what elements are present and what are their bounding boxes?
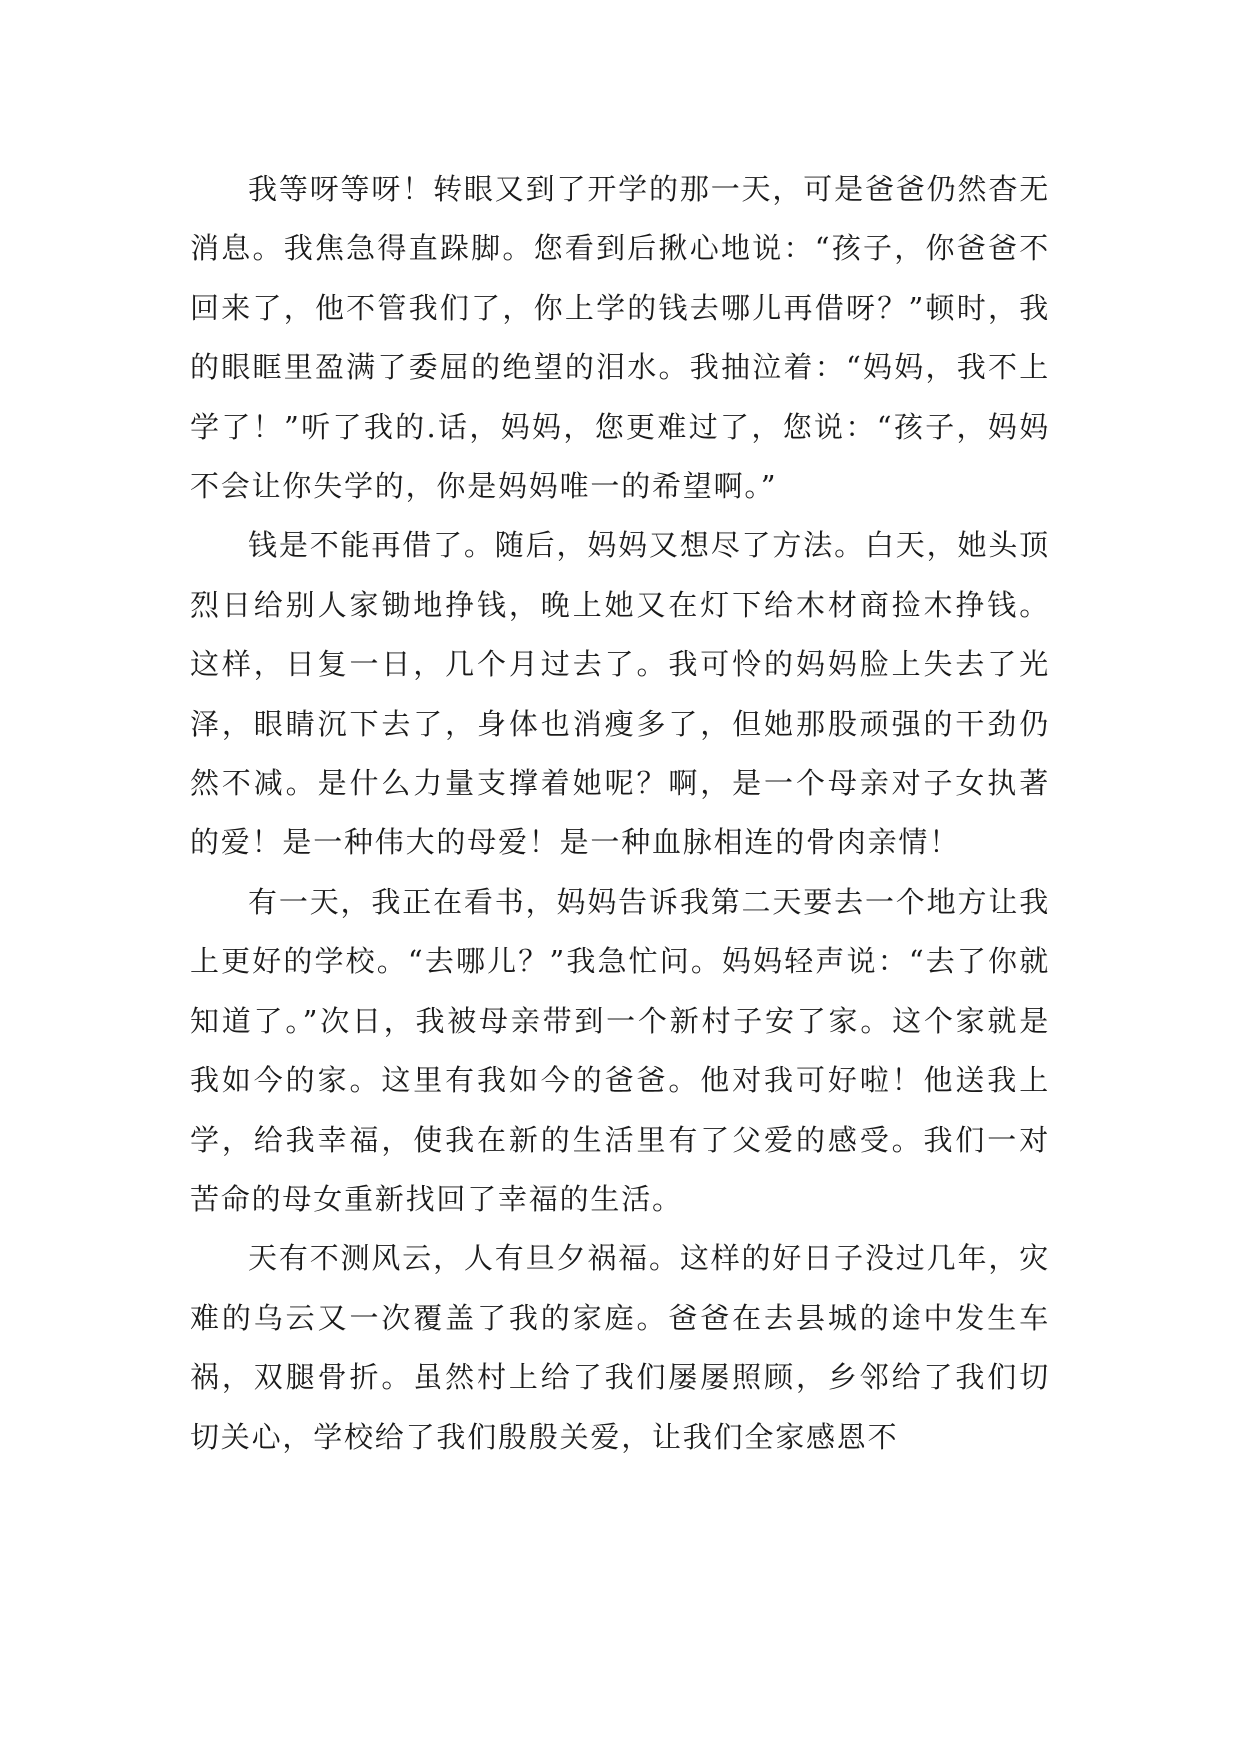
paragraph-3: 有一天，我正在看书，妈妈告诉我第二天要去一个地方让我上更好的学校。“去哪儿？”我急忙问。妈妈轻声说：“去了你就知道了。”次日，我被母亲带到一个新村子安了家。这个家就是我如今的家。这里有我如今的爸爸。他对我可好啦！他送我上学，给我幸福，使我在新的生活里有了父爱的感受。我们一对苦命的母女重新找回了幸福的生活。 <box>190 884 1050 1216</box>
paragraph-1: 我等呀等呀！转眼又到了开学的那一天，可是爸爸仍然杳无消息。我焦急得直跺脚。您看到后揪心地说：“孩子，你爸爸不回来了，他不管我们了，你上学的钱去哪儿再借呀？”顿时，我的眼眶里盈满了委屈的绝望的泪水。我抽泣着：“妈妈，我不上学了！”听了我的.话，妈妈，您更难过了，您说：“孩子，妈妈不会让你失学的，你是妈妈唯一的希望啊。” <box>190 172 1050 504</box>
document-body <box>190 160 1050 1467</box>
paragraph-2: 钱是不能再借了。随后，妈妈又想尽了方法。白天，她头顶烈日给别人家锄地挣钱，晚上她又在灯下给木材商捡木挣钱。这样，日复一日，几个月过去了。我可怜的妈妈脸上失去了光泽，眼睛沉下去了，身体也消瘦多了，但她那股顽强的干劲仍然不减。是什么力量支撑着她呢？啊，是一个母亲对子女执著的爱！是一种伟大的母爱！是一种血脉相连的骨肉亲情！ <box>190 528 1050 860</box>
paragraph-4: 天有不测风云，人有旦夕祸福。这样的好日子没过几年，灾难的乌云又一次覆盖了我的家庭。爸爸在去县城的途中发生车祸，双腿骨折。虽然村上给了我们屡屡照顾，乡邻给了我们切切关心，学校给了我们殷殷关爱，让我们全家感恩不 <box>190 1241 1050 1454</box>
